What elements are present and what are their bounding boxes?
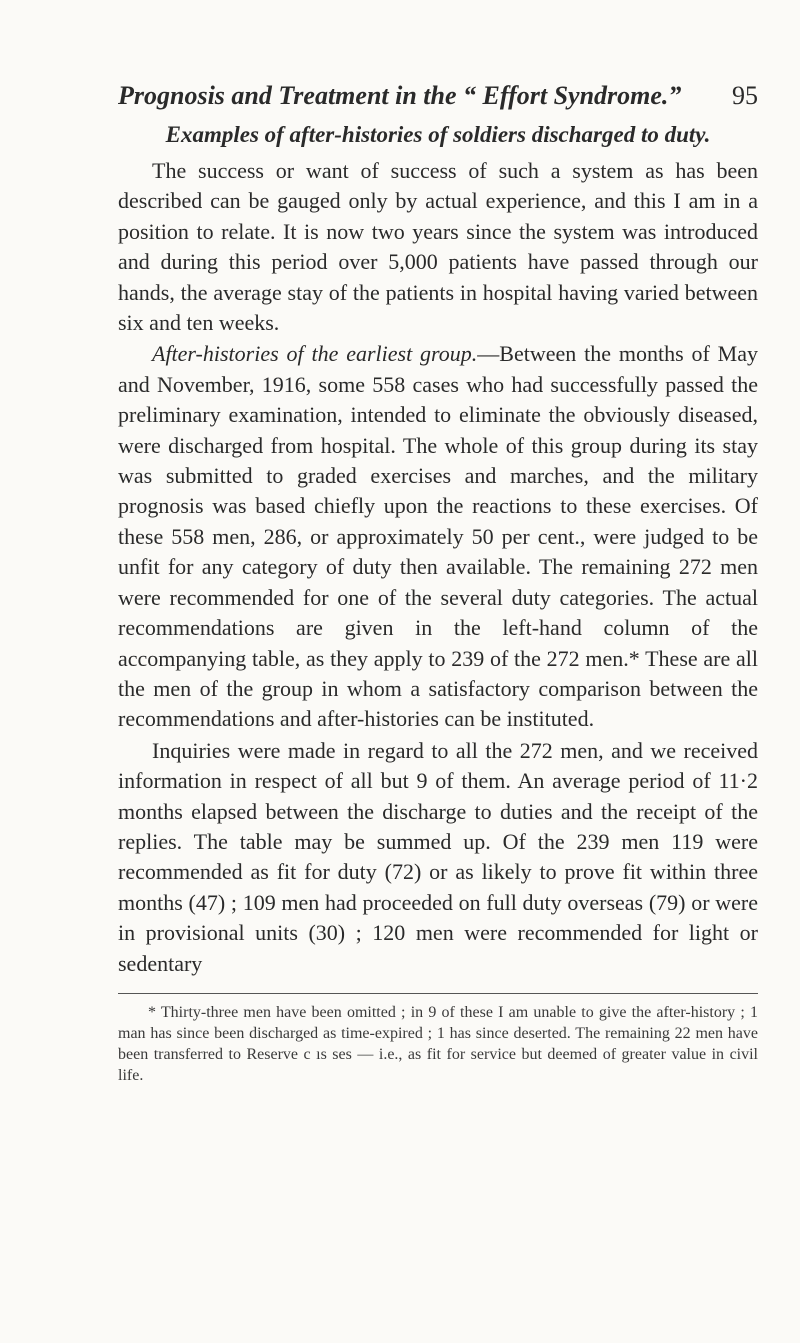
document-page [118,80,758,1086]
running-title: Prognosis and Treatment in the “ Effort Syndrome.” [118,81,682,110]
page-number: 95 [732,81,758,110]
paragraph-2-body: —Between the months of May and November, 1916, some 558 cases who had successfully passed the preliminary examination, intended to eliminate the obviously diseased, were discharged from hospital. The whole of this group during its stay was submitted to graded exercises and marches, and the military prognosis was based chiefly upon the reactions to these exercises. Of these 558 men, 286, or approximately 50 per cent., were judged to be unfit for any category of duty then available. The remaining 272 men were recommended for one of the several duty categories. The actual recommendations are given in the left-hand column of the accompanying table, as they apply to 239 of the 272 men.* These are all the men of the group in whom a satisfactory comparison between the recommendations and after-histories can be instituted. [118,341,758,732]
paragraph-2 [118,339,758,734]
section-heading: Examples of after-histories of soldiers discharged to duty. [165,122,711,147]
running-head [118,80,758,112]
footnote-divider [118,993,758,994]
paragraph-3: Inquiries were made in regard to all the 272 men, and we received information in respect of all but 9 of them. An average period of 11·2 months elapsed between the discharge to duties and the receipt of the replies. The table may be summed up. Of the 239 men 119 were recommended as fit for duty (72) or as likely to prove fit within three months (47) ; 109 men had proceeded on full duty overseas (79) or were in provisional units (30) ; 120 men were recommended for light or sedentary [118,737,758,976]
paragraph-1: The success or want of success of such a system as has been described can be gauged only by actual experience, and this I am in a position to relate. It is now two years since the system was introduced and during this period over 5,000 patients have passed through our hands, the average stay of the patients in hospital having varied between six and ten weeks. [118,158,758,336]
paragraph-2-lead: After-histories of the earliest group. [152,341,478,367]
footnote: * Thirty-three men have been omitted ; in 9 of these I am unable to give the after-history ; 1 man has since been discharged as time-expired ; 1 has since deserted. The remaining 22 men have been transferred to Reserve c ıs ses — i.e., as fit for service but deemed of greater value in civil life. [118,1003,758,1084]
